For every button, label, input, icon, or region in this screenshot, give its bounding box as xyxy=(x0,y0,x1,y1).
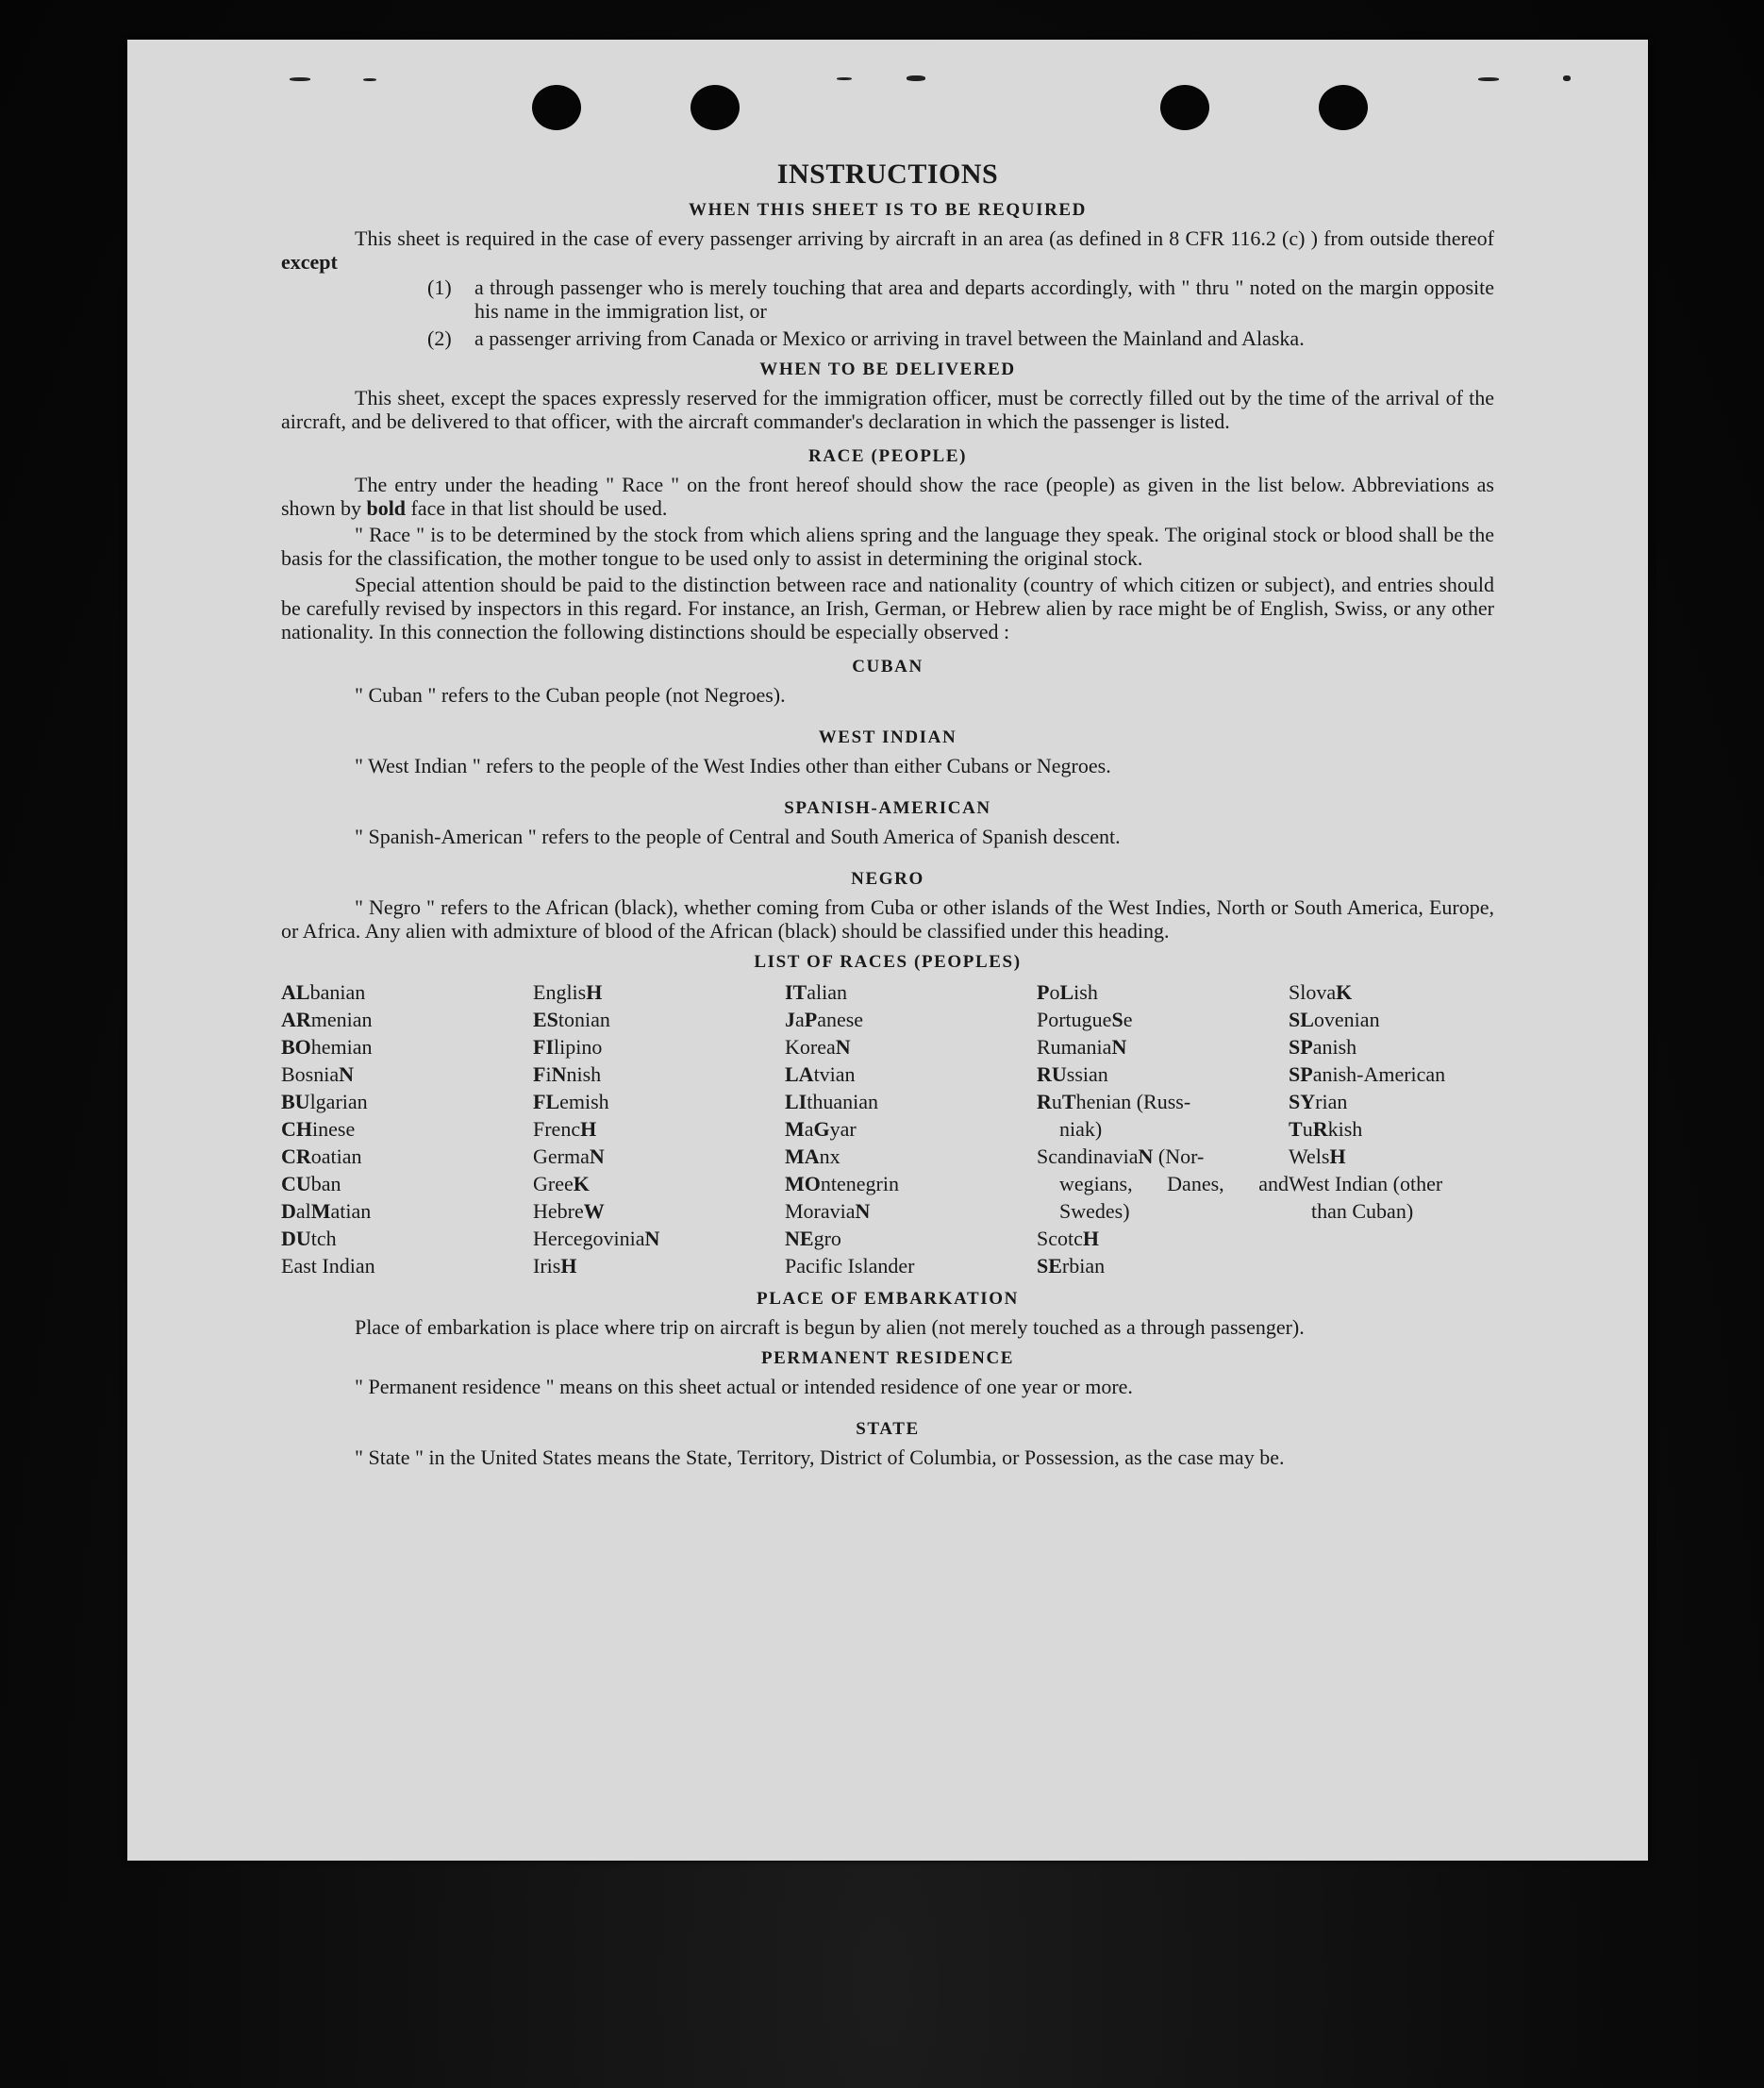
race-abbreviation: S xyxy=(1111,1008,1123,1031)
race-entry xyxy=(785,978,1037,1006)
race-abbreviation: AL xyxy=(281,980,310,1004)
race-abbreviation: CU xyxy=(281,1172,311,1195)
race-text: alian xyxy=(807,980,848,1004)
race-entry xyxy=(1037,978,1289,1006)
race-entry xyxy=(785,1252,1037,1279)
heading-list-of-races: LIST OF RACES (PEOPLES) xyxy=(754,952,1022,972)
item-text: a passenger arriving from Canada or Mexico or arriving in travel between the Mainland and Alaska. xyxy=(474,326,1305,350)
races-column xyxy=(1037,978,1289,1279)
race-abbreviation: ES xyxy=(533,1008,558,1031)
race-entry xyxy=(533,978,785,1006)
race-text: Germa xyxy=(533,1144,590,1168)
race-entry xyxy=(281,1225,533,1252)
race-text: rbian xyxy=(1061,1254,1106,1278)
race-text: yar xyxy=(829,1117,857,1141)
race-abbreviation: J xyxy=(785,1008,795,1031)
race-entry xyxy=(281,1006,533,1033)
race-abbreviation: T xyxy=(1061,1090,1076,1113)
race-abbreviation: SL xyxy=(1289,1008,1314,1031)
race-entry xyxy=(533,1225,785,1252)
page-title: INSTRUCTIONS xyxy=(776,159,999,190)
race-entry xyxy=(1289,1006,1494,1033)
race-p1-text: The entry under the heading " Race " on the front hereof should show the race (people) as given in the list below. Abbreviations as shown by xyxy=(281,473,1494,520)
race-abbreviation: N xyxy=(835,1035,851,1059)
item-number: (2) xyxy=(427,326,452,350)
race-entry xyxy=(785,1033,1037,1061)
race-text: anish xyxy=(1312,1035,1357,1059)
race-text: u xyxy=(1051,1090,1062,1113)
heading-when-delivered: WHEN TO BE DELIVERED xyxy=(759,359,1016,379)
race-entry xyxy=(281,1170,533,1197)
punch-hole xyxy=(691,85,740,130)
race-entry xyxy=(1037,1143,1289,1225)
item-text: a through passenger who is merely touching that area and departs accordingly, with " thru " noted on the margin opposite his name in the immigration list, or xyxy=(474,276,1494,323)
race-entry xyxy=(533,1088,785,1115)
heading-spanish-american: SPANISH-AMERICAN xyxy=(784,798,991,818)
race-continuation: niak) xyxy=(1059,1117,1103,1141)
race-abbreviation: P xyxy=(1037,980,1050,1004)
race-abbreviation: P xyxy=(804,1008,818,1031)
race-entry xyxy=(281,1197,533,1225)
race-entry xyxy=(1289,1088,1494,1115)
race-abbreviation: D xyxy=(281,1199,296,1223)
race-abbreviation: IT xyxy=(785,980,807,1004)
race-abbreviation: MA xyxy=(785,1144,820,1168)
race-entry xyxy=(1289,1170,1494,1225)
race-abbreviation: H xyxy=(1082,1227,1100,1250)
race-text: Portugue xyxy=(1037,1008,1112,1031)
race-text: ish xyxy=(1073,980,1098,1004)
race-text: Slova xyxy=(1289,980,1337,1004)
race-abbreviation: N xyxy=(589,1144,605,1168)
race-text: nish xyxy=(566,1062,602,1086)
races-column xyxy=(533,978,785,1279)
race-text: i xyxy=(545,1062,552,1086)
race-abbreviation: H xyxy=(560,1254,577,1278)
race-text: Englis xyxy=(533,980,587,1004)
race-abbreviation: LI xyxy=(785,1090,807,1113)
race-text: Iris xyxy=(533,1254,561,1278)
race-continuation: than Cuban) xyxy=(1311,1199,1414,1223)
race-text: Hebre xyxy=(533,1199,584,1223)
required-except: except xyxy=(281,250,338,274)
punch-hole xyxy=(1319,85,1368,130)
cuban-text: " Cuban " refers to the Cuban people (not Negroes). xyxy=(355,683,786,707)
race-abbreviation: N xyxy=(1111,1035,1127,1059)
race-text: anese xyxy=(817,1008,864,1031)
race-abbreviation: SP xyxy=(1289,1035,1313,1059)
scan-speck xyxy=(1478,77,1499,81)
heading-race: RACE (PEOPLE) xyxy=(807,446,968,466)
race-abbreviation: NE xyxy=(785,1227,814,1250)
race-abbreviation: DU xyxy=(281,1227,311,1250)
race-abbreviation: FL xyxy=(533,1090,560,1113)
race-paragraph-2: " Race " is to be determined by the stock from which aliens spring and the language they speak. The original stock or blood shall be the basis for the classification, the mother tongue to be used only to assist in determining the original stock. xyxy=(281,523,1494,570)
race-abbreviation: M xyxy=(310,1199,331,1223)
race-entry xyxy=(1037,1225,1289,1252)
race-abbreviation: AR xyxy=(281,1008,311,1031)
race-abbreviation: T xyxy=(1289,1117,1303,1141)
race-text: o xyxy=(1049,980,1060,1004)
race-text: tvian xyxy=(813,1062,856,1086)
race-text: henian (Russ- xyxy=(1075,1090,1191,1113)
race-entry xyxy=(785,1143,1037,1170)
punch-hole xyxy=(1160,85,1209,130)
race-paragraph-1 xyxy=(281,473,1494,520)
race-abbreviation: BO xyxy=(281,1035,311,1059)
scan-speck xyxy=(907,75,925,81)
race-text: ban xyxy=(310,1172,341,1195)
required-item xyxy=(281,326,1494,350)
race-text: kish xyxy=(1327,1117,1363,1141)
item-number: (1) xyxy=(427,276,452,299)
race-text: a xyxy=(804,1117,814,1141)
embarkation-text: Place of embarkation is place where trip on aircraft is begun by alien (not merely touched as a through passenger). xyxy=(355,1315,1305,1339)
heading-state: STATE xyxy=(856,1419,920,1439)
race-text: nx xyxy=(819,1144,840,1168)
required-item xyxy=(281,276,1494,323)
race-text: gro xyxy=(813,1227,841,1250)
race-text: ntenegrin xyxy=(820,1172,899,1195)
state-text: " State " in the United States means the State, Territory, District of Columbia, or Possession, as the case may be. xyxy=(355,1445,1285,1469)
race-abbreviation: BU xyxy=(281,1090,310,1113)
race-text: (Nor- xyxy=(1153,1144,1205,1168)
heading-west-indian: WEST INDIAN xyxy=(818,727,957,747)
race-p1-bold: bold xyxy=(366,496,407,520)
heading-cuban: CUBAN xyxy=(852,657,924,677)
required-intro xyxy=(281,226,1494,274)
race-entry xyxy=(281,1143,533,1170)
race-abbreviation: F xyxy=(533,1062,546,1086)
race-entry xyxy=(785,1115,1037,1143)
race-text: banian xyxy=(309,980,366,1004)
race-text: tch xyxy=(310,1227,337,1250)
race-abbreviation: RU xyxy=(1037,1062,1067,1086)
race-text: West Indian (other xyxy=(1289,1172,1443,1195)
scan-speck xyxy=(363,78,376,81)
race-text: emish xyxy=(559,1090,609,1113)
race-entry xyxy=(785,1197,1037,1225)
race-abbreviation: R xyxy=(1312,1117,1328,1141)
race-abbreviation: K xyxy=(573,1172,590,1195)
race-text: Rumania xyxy=(1037,1035,1112,1059)
race-text: Wels xyxy=(1289,1144,1330,1168)
race-entry xyxy=(785,1088,1037,1115)
race-abbreviation: K xyxy=(1336,980,1353,1004)
race-text: lgarian xyxy=(309,1090,368,1113)
race-text: anish-American xyxy=(1312,1062,1446,1086)
race-abbreviation: H xyxy=(586,980,603,1004)
race-text: rian xyxy=(1315,1090,1348,1113)
race-entry xyxy=(281,978,533,1006)
race-entry xyxy=(281,1252,533,1279)
required-intro-text: This sheet is required in the case of every passenger arriving by aircraft in an area (as defined in 8 CFR 116.2 (c) ) from outside thereof xyxy=(355,226,1494,250)
spanish-american-text: " Spanish-American " refers to the people of Central and South America of Spanish descent. xyxy=(355,825,1121,848)
race-text: tonian xyxy=(557,1008,610,1031)
scan-speck xyxy=(290,77,310,81)
race-text: Scotc xyxy=(1037,1227,1083,1250)
race-entry xyxy=(785,1061,1037,1088)
race-abbreviation: SY xyxy=(1289,1090,1316,1113)
race-abbreviation: N xyxy=(339,1062,355,1086)
race-text: e xyxy=(1123,1008,1133,1031)
race-text: inese xyxy=(312,1117,356,1141)
race-entry xyxy=(1289,1033,1494,1061)
west-indian-text: " West Indian " refers to the people of the West Indies other than either Cubans or Negroes. xyxy=(355,754,1111,777)
heading-embarkation: PLACE OF EMBARKATION xyxy=(757,1289,1019,1309)
punch-hole xyxy=(532,85,581,130)
race-entry xyxy=(785,1170,1037,1197)
race-text: Pacific Islander xyxy=(785,1254,915,1278)
race-entry xyxy=(533,1006,785,1033)
race-abbreviation: SP xyxy=(1289,1062,1313,1086)
race-entry xyxy=(1289,978,1494,1006)
race-entry xyxy=(1037,1252,1289,1279)
race-entry xyxy=(1289,1143,1494,1170)
race-entry xyxy=(533,1143,785,1170)
race-entry xyxy=(1037,1006,1289,1033)
race-entry xyxy=(533,1197,785,1225)
heading-when-required: WHEN THIS SHEET IS TO BE REQUIRED xyxy=(688,200,1088,220)
race-entry xyxy=(281,1033,533,1061)
race-abbreviation: G xyxy=(813,1117,830,1141)
race-p1-text-end: face in that list should be used. xyxy=(406,496,668,520)
heading-permanent-residence: PERMANENT RESIDENCE xyxy=(760,1348,1015,1368)
race-entry xyxy=(785,1006,1037,1033)
race-entry xyxy=(1037,1061,1289,1088)
race-abbreviation: CR xyxy=(281,1144,311,1168)
residence-text: " Permanent residence " means on this sheet actual or intended residence of one year or more. xyxy=(355,1375,1133,1398)
race-entry xyxy=(1037,1033,1289,1061)
races-column xyxy=(281,978,533,1279)
negro-text: " Negro " refers to the African (black), whether coming from Cuba or other islands of the West Indies, North or South America, Europe, or Africa. Any alien with admixture of blood of the African (black) should be classified under this heading. xyxy=(281,895,1494,943)
race-paragraph-3: Special attention should be paid to the distinction between race and nationality (country of which citizen or subject), and entries should be carefully revised by inspectors in this regard. For instance, an Irish, German, or Hebrew alien by race might be of English, Swiss, or any other nationality. In this connection the following distinctions should be especially observed : xyxy=(281,573,1494,643)
race-text: Gree xyxy=(533,1172,574,1195)
race-abbreviation: FI xyxy=(533,1035,554,1059)
race-text: al xyxy=(295,1199,311,1223)
race-abbreviation: M xyxy=(785,1117,805,1141)
race-text: Moravia xyxy=(785,1199,856,1223)
race-entry xyxy=(785,1225,1037,1252)
instructions-content xyxy=(281,159,1494,1469)
race-text: atian xyxy=(330,1199,372,1223)
races-column xyxy=(785,978,1037,1279)
race-text: East Indian xyxy=(281,1254,375,1278)
race-text: menian xyxy=(310,1008,373,1031)
race-entry xyxy=(1037,1088,1289,1143)
race-text: lipino xyxy=(554,1035,603,1059)
race-entry xyxy=(281,1115,533,1143)
race-text: Frenc xyxy=(533,1117,581,1141)
race-text: Bosnia xyxy=(281,1062,340,1086)
race-text: thuanian xyxy=(807,1090,879,1113)
race-abbreviation: SE xyxy=(1037,1254,1062,1278)
delivered-text: This sheet, except the spaces expressly reserved for the immigration officer, must be correctly filled out by the time of the arrival of the aircraft, and be delivered to that officer, with the aircraft commander's declaration in which the passenger is listed. xyxy=(281,386,1494,433)
race-abbreviation: R xyxy=(1037,1090,1052,1113)
race-text: Korea xyxy=(785,1035,836,1059)
scan-speck xyxy=(1563,75,1571,81)
race-abbreviation: MO xyxy=(785,1172,821,1195)
race-continuation: wegians, Danes, and Swedes) xyxy=(1059,1172,1289,1223)
race-entry xyxy=(533,1252,785,1279)
race-text: ssian xyxy=(1066,1062,1108,1086)
race-abbreviation: N xyxy=(1138,1144,1154,1168)
race-entry xyxy=(1289,1115,1494,1143)
races-column xyxy=(1289,978,1494,1279)
race-entry xyxy=(1289,1061,1494,1088)
race-abbreviation: N xyxy=(551,1062,567,1086)
race-abbreviation: L xyxy=(1059,980,1074,1004)
race-text: a xyxy=(795,1008,805,1031)
race-entry xyxy=(533,1115,785,1143)
race-text: Hercegovinia xyxy=(533,1227,645,1250)
races-list xyxy=(281,978,1494,1279)
race-text: Scandinavia xyxy=(1037,1144,1139,1168)
race-text: ovenian xyxy=(1313,1008,1380,1031)
race-abbreviation: CH xyxy=(281,1117,312,1141)
race-entry xyxy=(533,1033,785,1061)
race-abbreviation: N xyxy=(855,1199,871,1223)
race-abbreviation: H xyxy=(1329,1144,1346,1168)
race-abbreviation: H xyxy=(580,1117,597,1141)
race-text: hemian xyxy=(310,1035,373,1059)
race-entry xyxy=(533,1170,785,1197)
race-abbreviation: LA xyxy=(785,1062,814,1086)
race-abbreviation: W xyxy=(583,1199,605,1223)
race-text: oatian xyxy=(310,1144,362,1168)
scan-speck xyxy=(837,77,852,80)
race-entry xyxy=(533,1061,785,1088)
race-entry xyxy=(281,1061,533,1088)
heading-negro: NEGRO xyxy=(851,869,924,889)
race-abbreviation: N xyxy=(644,1227,660,1250)
race-entry xyxy=(281,1088,533,1115)
race-text: u xyxy=(1302,1117,1313,1141)
